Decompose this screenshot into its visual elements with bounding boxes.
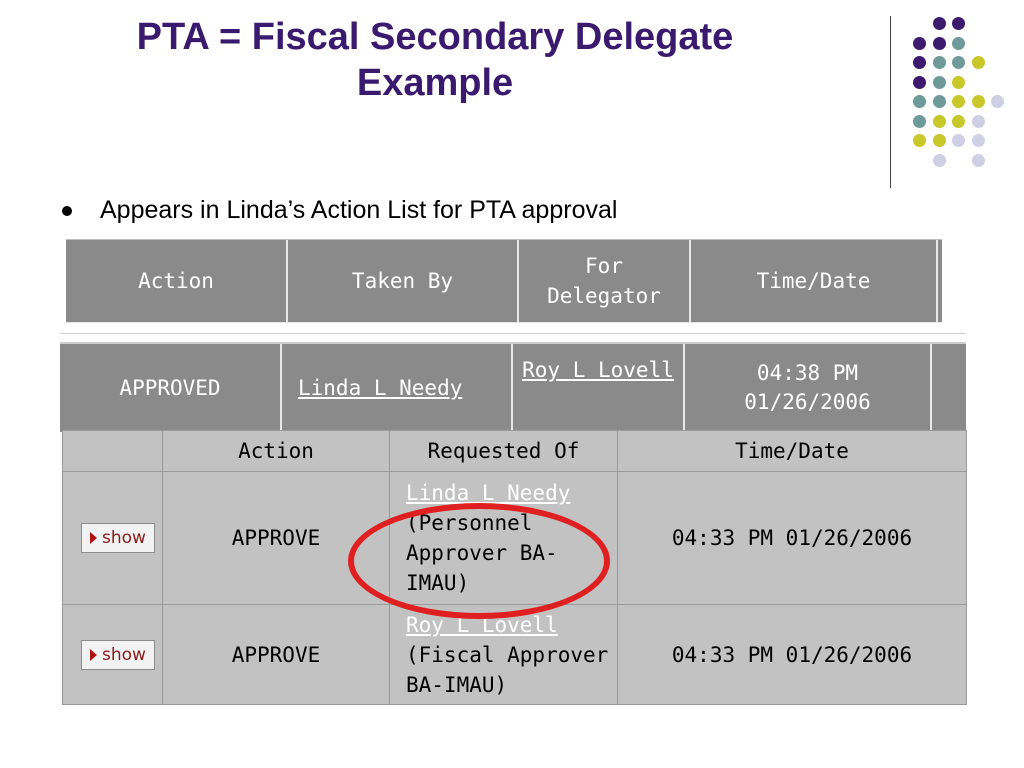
- decorative-dot: [933, 56, 946, 69]
- decorative-dot: [952, 56, 965, 69]
- requests-header-row: [63, 431, 967, 472]
- decorative-dot: [972, 95, 985, 108]
- decorative-divider: [890, 16, 891, 188]
- requests-header-requested-of: Requested Of: [390, 431, 618, 472]
- decorative-dot: [913, 95, 926, 108]
- decorative-dot: [933, 37, 946, 50]
- header-for-delegator-line2: Delegator: [547, 284, 661, 308]
- approved-date: 01/26/2006: [744, 390, 871, 414]
- requests-table: [62, 430, 967, 705]
- request-time-date: 04:33 PM 01/26/2006: [618, 605, 967, 705]
- caret-right-icon: [90, 532, 97, 544]
- caret-right-icon: [90, 649, 97, 661]
- decorative-dot: [933, 95, 946, 108]
- bullet-text: Appears in Linda’s Action List for PTA approval: [100, 196, 618, 224]
- decorative-dot: [972, 115, 985, 128]
- decorative-dot: [933, 17, 946, 30]
- decorative-dot: [952, 134, 965, 147]
- action-history-panel: [60, 333, 966, 712]
- requested-of-link[interactable]: Roy L Lovell: [406, 612, 558, 637]
- decorative-dot: [972, 154, 985, 167]
- decorative-dot: [913, 134, 926, 147]
- approved-row: [60, 342, 966, 432]
- decorative-dot: [991, 95, 1004, 108]
- header-action: Action: [66, 240, 288, 322]
- table-row: [63, 605, 967, 705]
- bullet-icon: [62, 206, 72, 216]
- approved-taken-by-cell: [282, 344, 513, 432]
- decorative-dot: [933, 134, 946, 147]
- requests-header-action: Action: [163, 431, 390, 472]
- requested-role-line3: IMAU): [406, 571, 470, 595]
- slide-title: [90, 14, 780, 106]
- decorative-dot: [913, 115, 926, 128]
- decorative-dot: [952, 115, 965, 128]
- requested-of-cell: [390, 472, 618, 605]
- show-button-label: show: [102, 528, 146, 548]
- requests-header-time-date: Time/Date: [618, 431, 967, 472]
- header-taken-by: Taken By: [288, 240, 519, 322]
- decorative-dot: [933, 115, 946, 128]
- approved-time-date-cell: [685, 344, 932, 432]
- request-action: APPROVE: [163, 605, 390, 705]
- requested-role-line1: (Fiscal Approver: [406, 642, 609, 667]
- action-history-header: [66, 239, 942, 323]
- requested-role-line2: Approver BA-: [406, 541, 558, 565]
- request-time-date: 04:33 PM 01/26/2006: [618, 472, 967, 605]
- decorative-dot: [952, 17, 965, 30]
- requested-of-link[interactable]: Linda L Needy: [406, 481, 571, 505]
- decorative-dot: [952, 37, 965, 50]
- title-line-1: PTA = Fiscal Secondary Delegate: [136, 16, 734, 58]
- requested-role-line1: (Personnel: [406, 511, 533, 535]
- show-cell: [63, 472, 163, 605]
- decorative-dot: [972, 134, 985, 147]
- for-delegator-link[interactable]: Roy L Lovell: [522, 358, 674, 382]
- request-action: APPROVE: [163, 472, 390, 605]
- header-time-date: Time/Date: [691, 240, 938, 322]
- decorative-dot: [972, 56, 985, 69]
- approved-time: 04:38 PM: [756, 361, 859, 385]
- bullet-item: [62, 196, 617, 225]
- show-button[interactable]: [81, 640, 155, 670]
- requested-of-cell: [390, 605, 618, 705]
- decorative-dot: [952, 76, 965, 89]
- approved-row-spacer: [932, 344, 966, 432]
- decorative-dot: [913, 56, 926, 69]
- show-button[interactable]: [81, 523, 155, 553]
- show-cell: [63, 605, 163, 705]
- approved-for-delegator-cell: [513, 344, 685, 432]
- header-for-delegator-line1: For: [585, 254, 623, 278]
- requested-role-line2: BA-IMAU): [406, 672, 508, 697]
- decorative-dot: [933, 76, 946, 89]
- decorative-dot: [952, 95, 965, 108]
- decorative-dot: [913, 37, 926, 50]
- title-line-2: Example: [356, 62, 514, 104]
- decorative-dot: [913, 76, 926, 89]
- table-row: [63, 472, 967, 605]
- approved-action: APPROVED: [60, 344, 282, 432]
- show-button-label: show: [102, 644, 146, 665]
- decorative-dot: [933, 154, 946, 167]
- header-for-delegator: [519, 240, 691, 322]
- requests-header-blank: [63, 431, 163, 472]
- taken-by-link[interactable]: Linda L Needy: [298, 376, 463, 400]
